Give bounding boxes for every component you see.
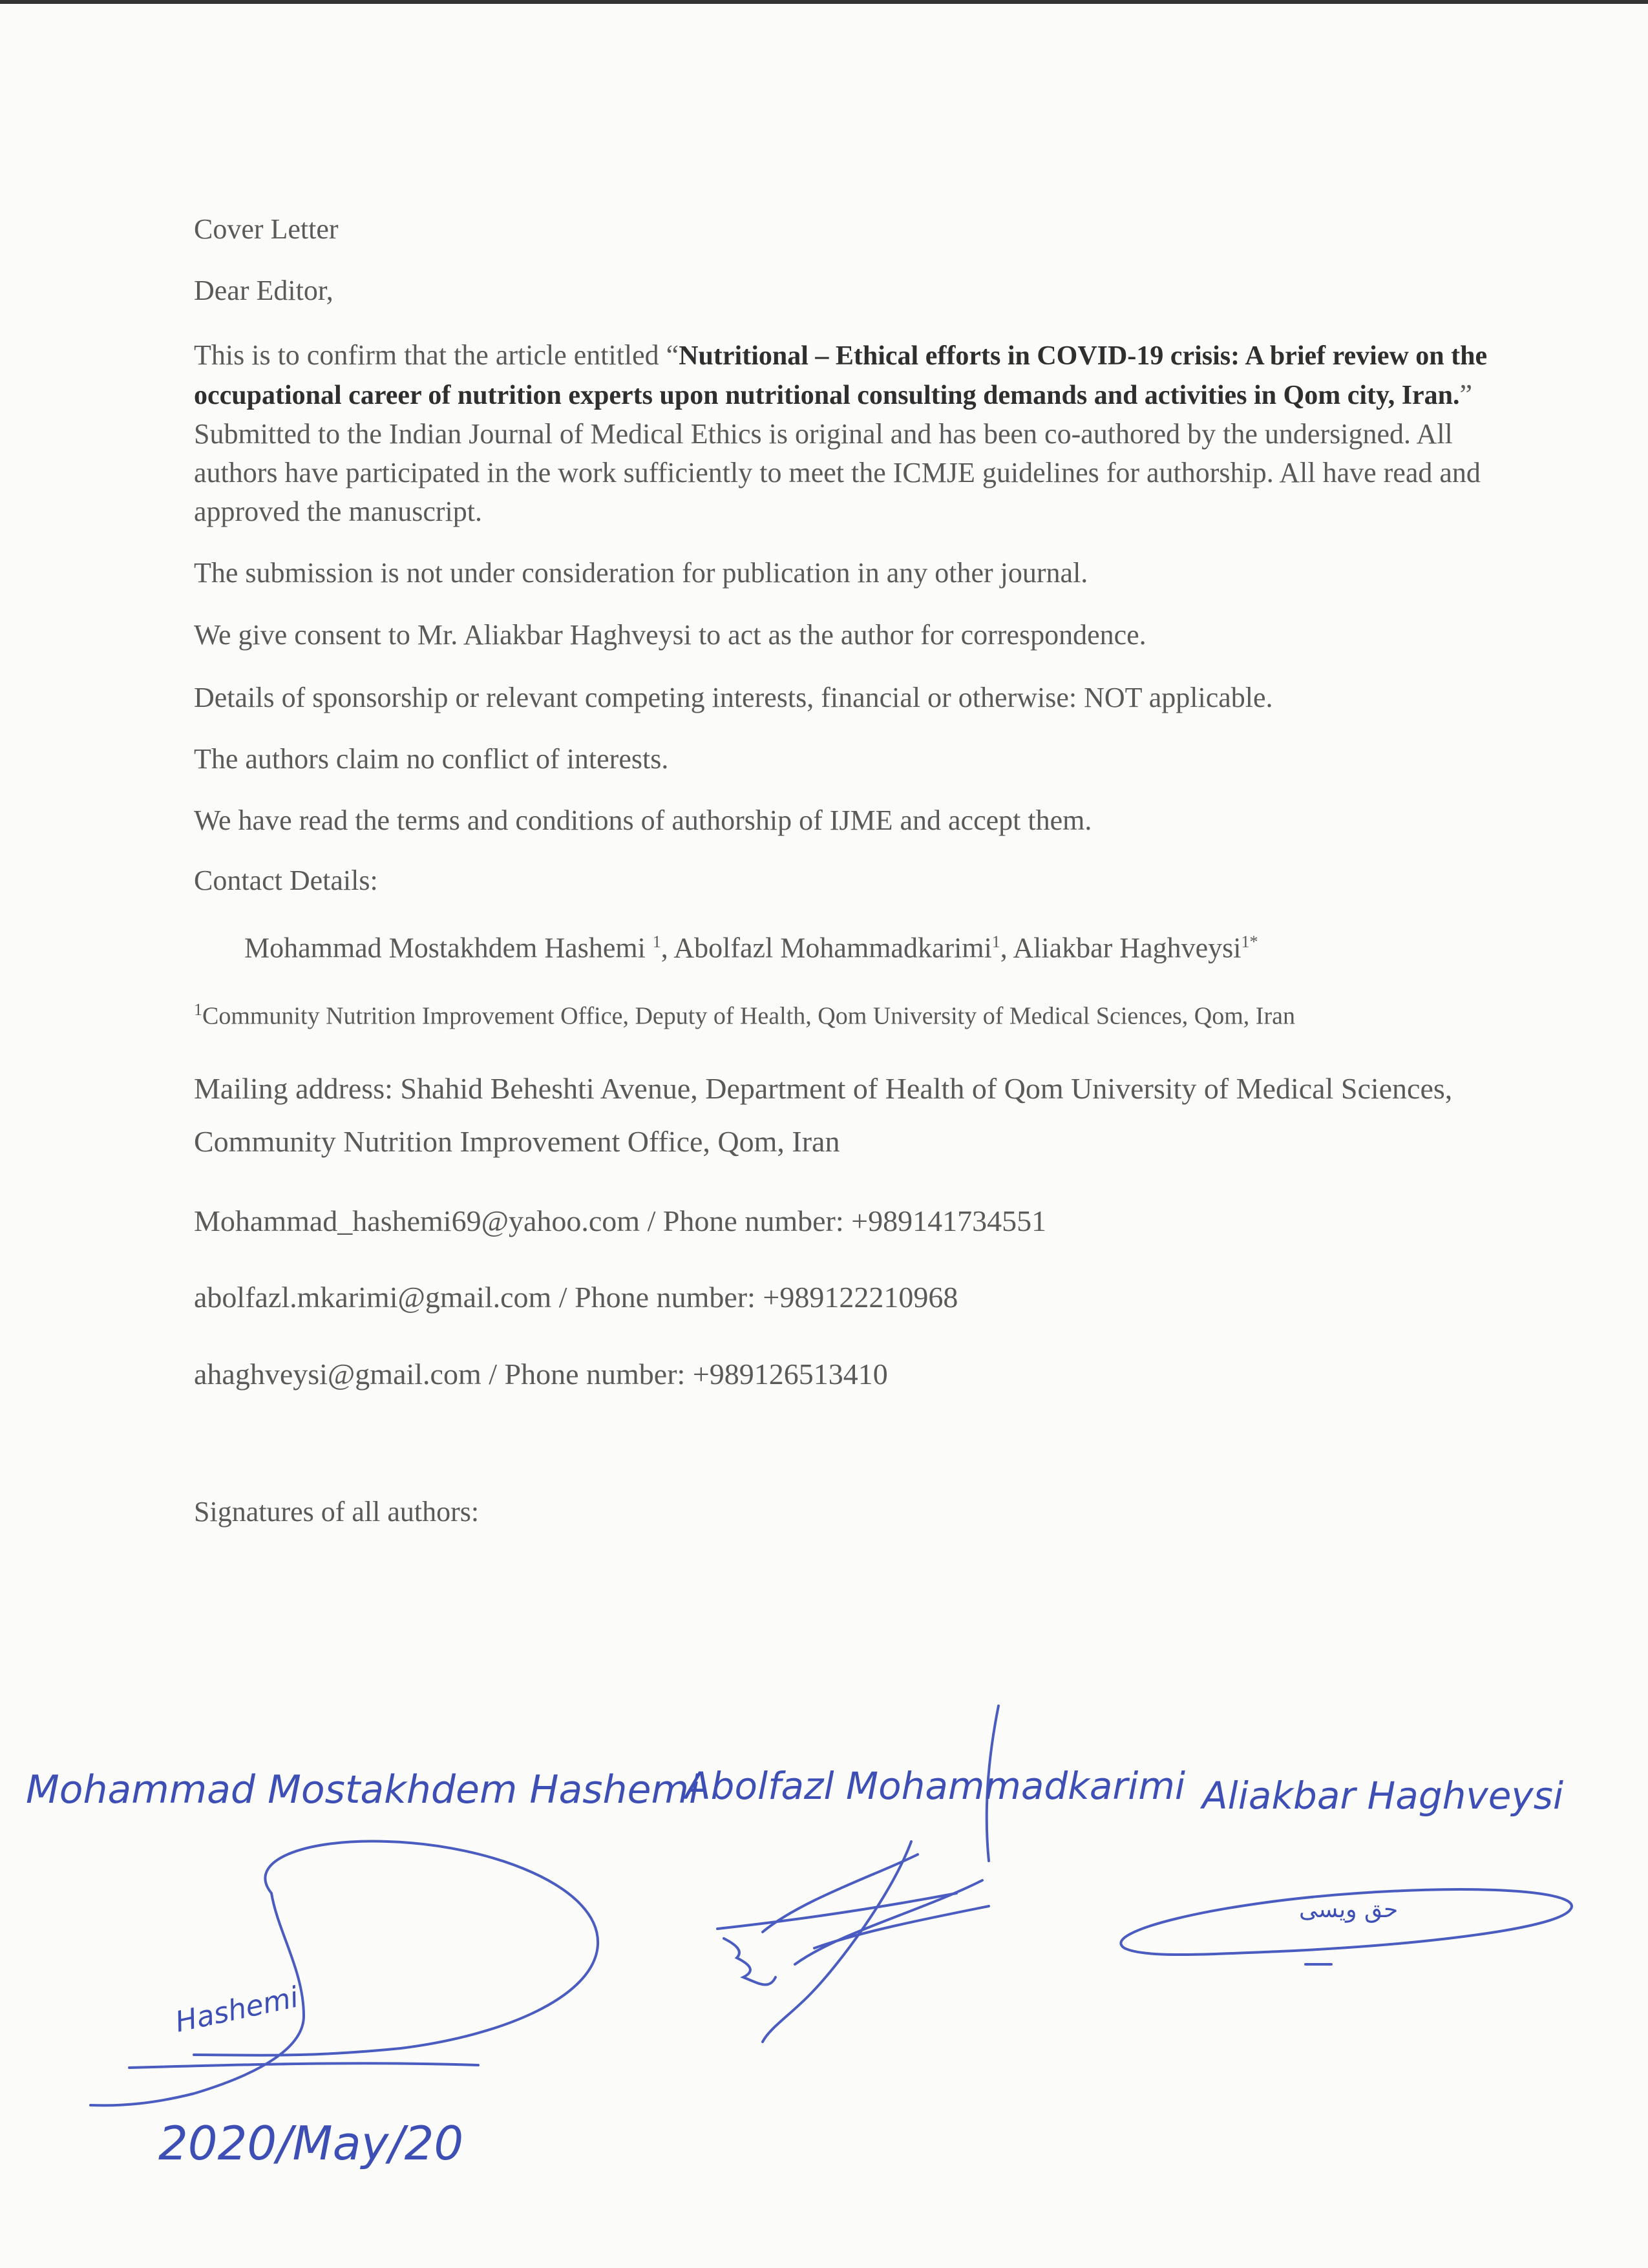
author-2: Abolfazl Mohammadkarimi [673,932,992,964]
author-list: Mohammad Mostakhdem Hashemi $^1$, Abolfazl Mohammadkarimi$^1$, Aliakbar Haghveysi$^{1*}$ [244,932,1258,964]
author-3: Aliakbar Haghveysi [1013,932,1241,964]
signature-2-stroke [717,1893,956,1929]
sponsorship-statement: Details of sponsorship or relevant competing interests, financial or otherwise: NOT applicable. [194,682,1273,713]
affiliation: $^1$Community Nutrition Improvement Office, Deputy of Health, Qom University of Medical Sciences, Qom, Iran [194,1000,1295,1030]
signature-name-1: Mohammad Mostakhdem Hashemi [26,1767,700,1812]
contact-row: ahaghveysi@gmail.com / Phone number: +989126513410 [194,1358,888,1391]
signature-date: 2020/May/20 [158,2116,464,2170]
not-under-consideration: The submission is not under consideration for publication in any other journal. [194,557,1088,589]
author-1: Mohammad Mostakhdem Hashemi [244,932,653,964]
letter-heading: Cover Letter [194,213,339,245]
signature-1-underline [129,2063,478,2068]
signature-name-3: Aliakbar Haghveysi [1202,1774,1564,1818]
correspondence-consent: We give consent to Mr. Aliakbar Haghveysi to act as the author for correspondence. [194,619,1146,651]
article-title: Nutritional – Ethical efforts in COVID-19 crisis: A brief review on the occupational career of nutrition experts upon nutritional consulting demands and activities in Qom city, Iran. [194,341,1488,410]
salutation: Dear Editor, [194,275,333,306]
signature-2-stroke [724,1938,776,1985]
contact-row: abolfazl.mkarimi@gmail.com / Phone number: +989122210968 [194,1281,958,1314]
contact-heading: Contact Details: [194,865,378,896]
signature-mark-1: Hashemi [172,1980,302,2039]
terms-statement: We have read the terms and conditions of authorship of IJME and accept them. [194,804,1092,836]
signatures-heading: Signatures of all authors: [194,1496,480,1528]
signature-mark-3: حق ویسی [1299,1896,1399,1923]
contact-row: Mohammad_hashemi69@yahoo.com / Phone number: +989141734551 [194,1204,1047,1237]
signature-1-loop [194,1842,598,2055]
signature-name-2: Abolfazl Mohammadkarimi [685,1764,1185,1808]
conflict-statement: The authors claim no conflict of interests. [194,743,669,775]
confirmation-paragraph: This is to confirm that the article entitled “Nutritional – Ethical efforts in COVID-19 crisis: A brief review on the occupational career of nutrition experts upon nutritional consulting demands and activities in Qom city, Iran.” Submitted to the Indian Journal of Medical Ethics is original and has been co-authored by the undersigned. All authors have participated in the work sufficiently to meet the ICMJE guidelines for authorship. All have read and approved the manuscript. [194,339,1488,527]
mailing-address: Mailing address: Shahid Beheshti Avenue, Department of Health of Qom University of Medical Sciences, Community Nutrition Improvement Office, Qom, Iran [194,1072,1453,1158]
